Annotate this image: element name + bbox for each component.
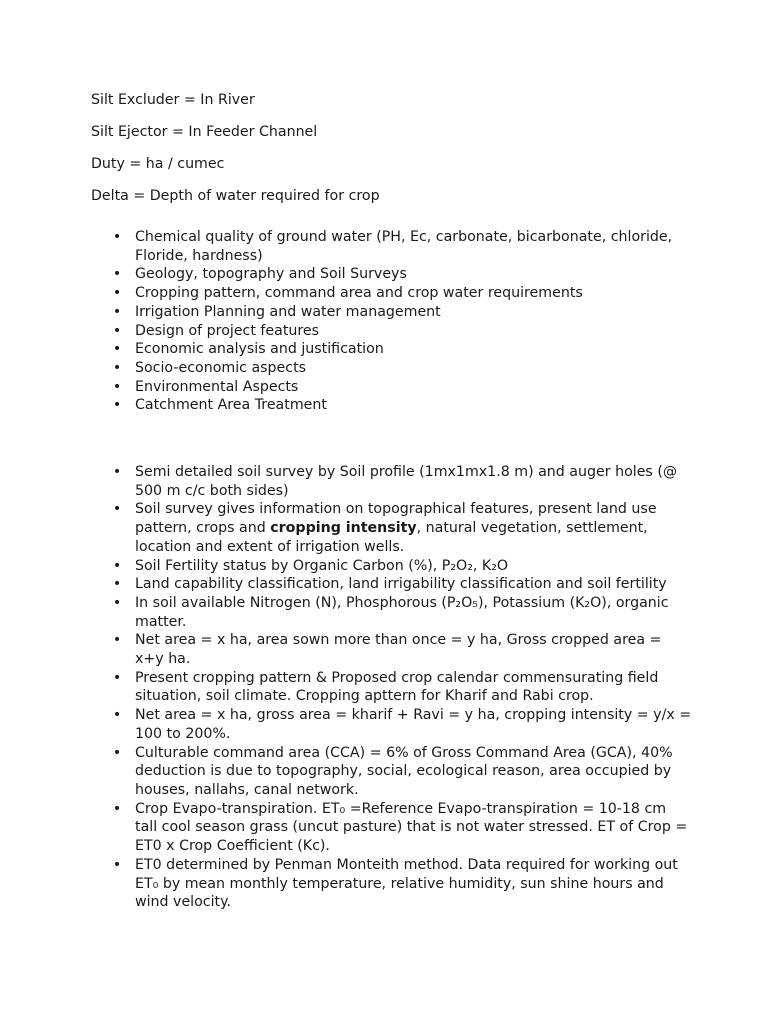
list-item-text: deduction is due to topography, social, ecological reason, area occupied by (135, 763, 672, 780)
list-item-text: wind velocity. (135, 894, 231, 911)
bullet-icon: • (112, 397, 122, 414)
bullet-icon: • (112, 322, 122, 339)
list-item-text: Catchment Area Treatment (135, 397, 327, 414)
list-item (91, 500, 691, 556)
list-item-text: matter. (135, 613, 187, 630)
bullet-icon: • (112, 285, 122, 302)
definition-line: Delta = Depth of water required for crop (91, 188, 380, 204)
list-item-text: 500 m c/c both sides) (135, 482, 289, 499)
list-item (91, 396, 691, 415)
list-item (91, 856, 691, 912)
list-item-text: ET0 x Crop Coefficient (Kc). (135, 838, 330, 855)
list-item (91, 265, 691, 284)
bullet-icon: • (112, 359, 122, 376)
list-item (91, 284, 691, 303)
list-item (91, 669, 691, 706)
bullet-icon: • (112, 707, 122, 724)
list-item-text: Crop Evapo-transpiration. ET₀ =Reference Evapo-transpiration = 10-18 cm (135, 800, 667, 817)
bullet-icon: • (112, 501, 122, 518)
soil-survey-list (91, 463, 691, 912)
definitions (91, 91, 691, 206)
document-page (91, 91, 691, 912)
bullet-icon: • (112, 557, 122, 574)
list-item (91, 706, 691, 743)
bullet-icon: • (112, 266, 122, 283)
definition-line: Silt Excluder = In River (91, 92, 255, 108)
list-item-text: Chemical quality of ground water (PH, Ec, carbonate, bicarbonate, chloride, (135, 229, 673, 245)
list-item (91, 303, 691, 322)
list-item (91, 322, 691, 341)
list-item-text: Geology, topography and Soil Surveys (135, 266, 407, 283)
list-item-text: Net area = x ha, gross area = kharif + Ravi = y ha, cropping intensity = y/x = (135, 707, 692, 724)
list-item-text: Net area = x ha, area sown more than once = y ha, Gross cropped area = (135, 632, 662, 649)
list-item-text: Floride, hardness) (135, 247, 263, 264)
list-item (91, 340, 691, 359)
list-item-text: Irrigation Planning and water management (135, 303, 441, 320)
list-item (91, 378, 691, 397)
bullet-icon: • (112, 594, 122, 611)
list-item-text: Soil survey gives information on topographical features, present land use (135, 501, 657, 518)
list-item (91, 228, 691, 265)
bullet-icon: • (112, 229, 122, 245)
list-item-text: In soil available Nitrogen (N), Phosphorous (P₂O₅), Potassium (K₂O), organic (135, 594, 669, 611)
bullet-icon: • (112, 632, 122, 649)
definition-line: Duty = ha / cumec (91, 156, 225, 172)
bullet-icon: • (112, 303, 122, 320)
requirements-list (91, 228, 691, 415)
definition-line: Silt Ejector = In Feeder Channel (91, 124, 318, 140)
list-item-text: x+y ha. (135, 651, 191, 668)
list-item-text: Economic analysis and justification (135, 341, 384, 358)
list-item-text: houses, nallahs, canal network. (135, 781, 359, 798)
list-item (91, 631, 691, 668)
list-item-text: Environmental Aspects (135, 378, 299, 395)
list-item-text: ET0 determined by Penman Monteith method. Data required for working out (135, 856, 678, 873)
list-item (91, 359, 691, 378)
list-item-text: Present cropping pattern & Proposed crop calendar commensurating field (135, 669, 659, 686)
list-item-text: situation, soil climate. Cropping apttern for Kharif and Rabi crop. (135, 688, 594, 705)
list-item-text: ET₀ by mean monthly temperature, relative humidity, sun shine hours and (135, 875, 664, 892)
bullet-icon: • (112, 856, 122, 873)
list-item-text: tall cool season grass (uncut pasture) that is not water stressed. ET of Crop = (135, 819, 688, 836)
bullet-icon: • (112, 378, 122, 395)
list-item-text: Cropping pattern, command area and crop water requirements (135, 285, 583, 302)
list-item-text: pattern, crops and cropping intensity, natural vegetation, settlement, (135, 520, 648, 537)
list-item-text: Socio-economic aspects (135, 359, 307, 376)
list-item-text: Culturable command area (CCA) = 6% of Gross Command Area (GCA), 40% (135, 744, 673, 761)
list-item-text: Land capability classification, land irrigability classification and soil fertility (135, 576, 667, 593)
list-item-text: Semi detailed soil survey by Soil profile (1mx1mx1.8 m) and auger holes (@ (135, 464, 678, 481)
list-item-text: location and extent of irrigation wells. (135, 538, 405, 555)
bullet-icon: • (112, 669, 122, 686)
bullet-icon: • (112, 576, 122, 593)
list-item (91, 594, 691, 631)
bullet-icon: • (112, 464, 122, 481)
list-item (91, 463, 691, 500)
list-item (91, 800, 691, 856)
list-item-text: 100 to 200%. (135, 725, 231, 742)
bullet-icon: • (112, 800, 122, 817)
list-item-text: Design of project features (135, 322, 320, 339)
bullet-icon: • (112, 341, 122, 358)
list-item (91, 575, 691, 594)
bullet-icon: • (112, 744, 122, 761)
list-item (91, 744, 691, 800)
list-item-text: Soil Fertility status by Organic Carbon (%), P₂O₂, K₂O (135, 557, 509, 574)
list-item (91, 557, 691, 576)
